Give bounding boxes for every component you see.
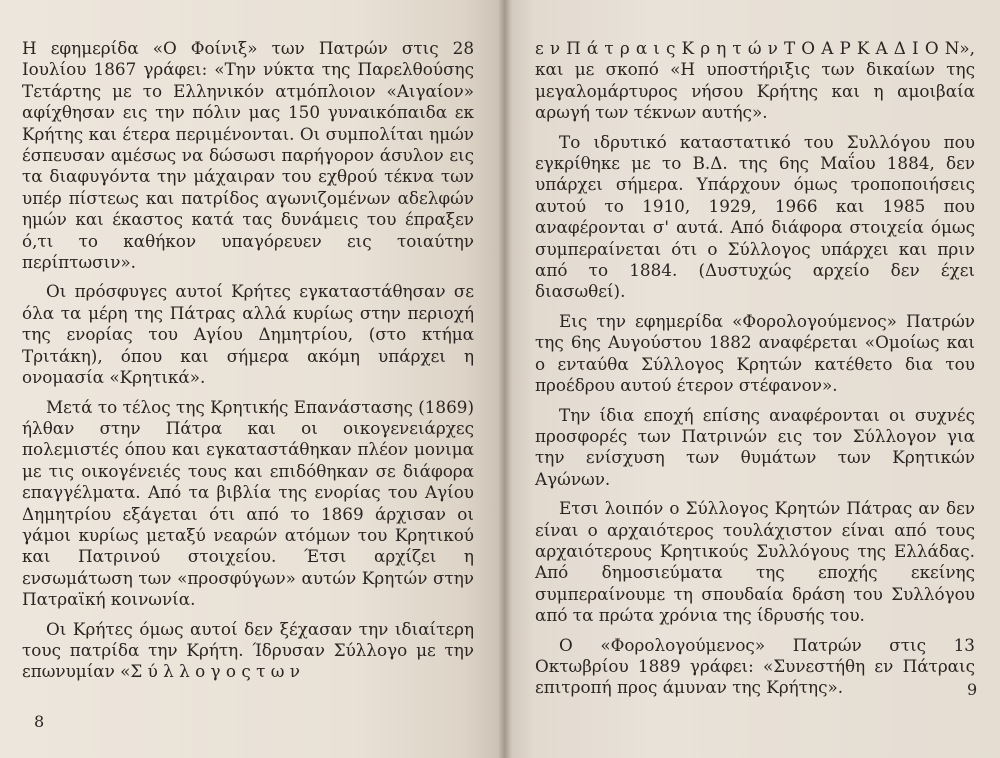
- book-gutter: [498, 0, 512, 758]
- left-page-text: [22, 38, 474, 683]
- paragraph: Ο «Φορολογούμενος» Πατρών στις 13 Οκτωβρίου 1889 γράφει: «Συνεστήθη εν Πάτραις επιτροπή προς άμυναν της Κρήτης».: [535, 634, 975, 698]
- paragraph: Εις την εφημερίδα «Φορολογούμενος» Πατρών της 6ης Αυγούστου 1882 αναφέρεται «Ομοίως και ο ενταύθα Σύλλογος Κρητών κατέθετο δια του προέδρου αυτού έτερον στέφανον».: [535, 310, 975, 396]
- paragraph: Το ιδρυτικό καταστατικό του Συλλόγου που εγκρίθηκε με το Β.Δ. της 6ης Μαΐου 1884, δεν υπάρχει σήμερα. Υπάρχουν όμως τροποποιήσεις αυτού το 1910, 1929, 1966 και 1985 που αναφέρονται σ' αυτά. Από διάφορα στοιχεία όμως συμπεραίνεται ότι ο Σύλλογος υπάρχει και πριν από το 1884. (Δυστυχώς αρχείο δεν έχει διασωθεί).: [535, 131, 975, 302]
- paragraph: Ετσι λοιπόν ο Σύλλογος Κρητών Πάτρας αν δεν είναι ο αρχαιότερος τουλάχιστον είναι από τους αρχαιότερους Κρητικούς Συλλόγους της Ελλάδας. Από δημοσιεύματα της εποχής εκείνης συμπεραίνουμε τη σπουδαία δράση του Συλλόγου από τα πρώτα χρόνια της ίδρυσής του.: [535, 498, 975, 626]
- page-number: 8: [34, 712, 45, 731]
- paragraph: Οι Κρήτες όμως αυτοί δεν ξέχασαν την ιδιαίτερη τους πατρίδα την Κρήτη. Ίδρυσαν Σύλλογο με την επωνυμίαν «Σ ύ λ λ ο γ ο ς τ ω ν: [22, 618, 474, 682]
- paragraph: ε ν Π ά τ ρ α ι ς Κ ρ η τ ώ ν Τ Ο Α Ρ Κ Α Δ Ι Ο Ν», και με σκοπό «Η υποστήριξις των δικαίων της μεγαλομάρτυρος νήσου Κρήτης και η αμοιβαία αρωγή των τέκνων αυτής».: [535, 38, 975, 123]
- page-number: 9: [967, 680, 978, 699]
- paragraph: Την ίδια εποχή επίσης αναφέρονται οι συχνές προσφορές των Πατρινών εις τον Σύλλογον για την ενίσχυση των θυμάτων των Κρητικών Αγώνων.: [535, 404, 975, 489]
- paragraph: Η εφημερίδα «Ο Φοίνιξ» των Πατρών στις 28 Ιουλίου 1867 γράφει: «Την νύκτα της Παρελθούσης Τετάρτης με το Ελληνικόν ατμόπλοιον «Αιγαίον» αφίχθησαν εις την πόλιν μας 150 γυναικόπαιδα εκ Κρήτης και έτερα περιμένονται. Οι συμπολίται ημών έσπευσαν αμέσως να δώσωσι παρήγορον άσυλον εις τα διαφυγόντα την μάχαιραν του εχθρού τέκνα των υπέρ πίστεως και πατρίδος αγωνιζομένων αδελφών ημών και έκαστος κατά τας δυνάμεις του έπραξεν ό,τι το καθήκον υπαγόρευεν εις τοιαύτην περίπτωσιν».: [22, 38, 474, 273]
- paragraph: Οι πρόσφυγες αυτοί Κρήτες εγκαταστάθησαν σε όλα τα μέρη της Πάτρας αλλά κυρίως στην περιοχή της ενορίας του Αγίου Δημητρίου, (στο κτήμα Τριτάκη), όπου και σήμερα ακόμη υπάρχει η ονομασία «Κρητικά».: [22, 281, 474, 388]
- right-page-text: [535, 38, 978, 699]
- paragraph: Μετά το τέλος της Κρητικής Επανάστασης (1869) ήλθαν στην Πάτρα και οι οικογενειάρχες πολεμιστές όπου και εγκαταστάθηκαν πλέον μονιμα με τις οικογένειές τους και επιδόθηκαν σε διάφορα επαγγέλματα. Από τα βιβλία της ενορίας του Αγίου Δημητρίου εξάγεται ότι από το 1869 άρχισαν οι γάμοι κυρίως μεταξύ νεαρών ατόμων του Κρητικού και Πατρινού στοιχείου. Έτσι αρχίζει η ενσωμάτωση των «προσφύγων» αυτών Κρητών στην Πατραϊκή κοινωνία.: [22, 396, 474, 610]
- right-page: [505, 0, 1000, 758]
